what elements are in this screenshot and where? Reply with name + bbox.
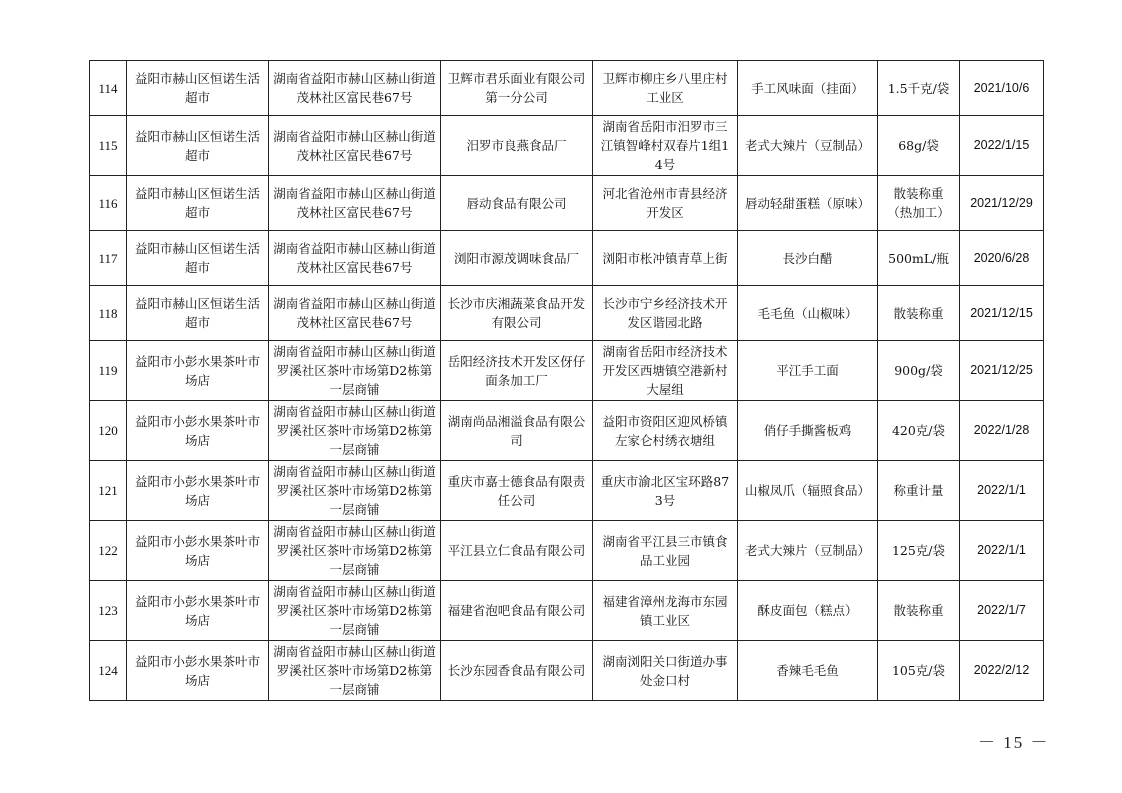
store-address: 湖南省益阳市赫山区赫山街道茂林社区富民巷67号 [269, 286, 441, 341]
store-address: 湖南省益阳市赫山区赫山街道茂林社区富民巷67号 [269, 116, 441, 176]
product-spec: 散装称重 [878, 286, 960, 341]
product-spec: 散装称重（热加工） [878, 176, 960, 231]
manufacturer-name: 汨罗市良燕食品厂 [441, 116, 593, 176]
manufacturer-name: 浏阳市源茂调味食品厂 [441, 231, 593, 286]
store-name: 益阳市赫山区恒诺生活超市 [127, 286, 269, 341]
production-date: 2022/1/7 [960, 581, 1044, 641]
sampling-results-table [89, 60, 1044, 701]
store-address: 湖南省益阳市赫山区赫山街道罗溪社区茶叶市场第D2栋第一层商铺 [269, 461, 441, 521]
production-date: 2022/1/28 [960, 401, 1044, 461]
manufacturer-name: 福建省泡吧食品有限公司 [441, 581, 593, 641]
table-row [90, 461, 1044, 521]
product-spec: 68g/袋 [878, 116, 960, 176]
row-number: 120 [90, 401, 127, 461]
row-number: 115 [90, 116, 127, 176]
manufacturer-address: 湖南省岳阳市经济技术开发区西塘镇空港新村大屋组 [593, 341, 738, 401]
product-name: 毛毛鱼（山椒味） [738, 286, 878, 341]
row-number: 118 [90, 286, 127, 341]
page-number: － 15 － [978, 733, 1050, 752]
store-name: 益阳市小彭水果茶叶市场店 [127, 401, 269, 461]
store-address: 湖南省益阳市赫山区赫山街道茂林社区富民巷67号 [269, 231, 441, 286]
store-name: 益阳市小彭水果茶叶市场店 [127, 581, 269, 641]
row-number: 114 [90, 61, 127, 116]
store-name: 益阳市小彭水果茶叶市场店 [127, 521, 269, 581]
product-name: 老式大辣片（豆制品） [738, 116, 878, 176]
production-date: 2020/6/28 [960, 231, 1044, 286]
table-row [90, 341, 1044, 401]
manufacturer-address: 长沙市宁乡经济技术开发区谐园北路 [593, 286, 738, 341]
row-number: 117 [90, 231, 127, 286]
store-name: 益阳市赫山区恒诺生活超市 [127, 116, 269, 176]
store-address: 湖南省益阳市赫山区赫山街道罗溪社区茶叶市场第D2栋第一层商铺 [269, 581, 441, 641]
manufacturer-address: 湖南浏阳关口街道办事处金口村 [593, 641, 738, 701]
production-date: 2022/1/1 [960, 461, 1044, 521]
table-row [90, 231, 1044, 286]
manufacturer-name: 岳阳经济技术开发区伢仔面条加工厂 [441, 341, 593, 401]
manufacturer-address: 益阳市资阳区迎风桥镇左家仑村绣衣塘组 [593, 401, 738, 461]
product-spec: 称重计量 [878, 461, 960, 521]
product-name: 酥皮面包（糕点） [738, 581, 878, 641]
product-spec: 125克/袋 [878, 521, 960, 581]
product-spec: 500mL/瓶 [878, 231, 960, 286]
row-number: 119 [90, 341, 127, 401]
manufacturer-address: 浏阳市枨冲镇青草上街 [593, 231, 738, 286]
table-row [90, 401, 1044, 461]
row-number: 122 [90, 521, 127, 581]
product-spec: 900g/袋 [878, 341, 960, 401]
table-row [90, 61, 1044, 116]
store-name: 益阳市赫山区恒诺生活超市 [127, 61, 269, 116]
manufacturer-name: 唇动食品有限公司 [441, 176, 593, 231]
product-spec: 105克/袋 [878, 641, 960, 701]
manufacturer-address: 湖南省平江县三市镇食品工业园 [593, 521, 738, 581]
store-address: 湖南省益阳市赫山区赫山街道茂林社区富民巷67号 [269, 176, 441, 231]
table-row [90, 116, 1044, 176]
product-spec: 散装称重 [878, 581, 960, 641]
production-date: 2022/1/15 [960, 116, 1044, 176]
product-name: 香辣毛毛鱼 [738, 641, 878, 701]
manufacturer-name: 平江县立仁食品有限公司 [441, 521, 593, 581]
store-address: 湖南省益阳市赫山区赫山街道罗溪社区茶叶市场第D2栋第一层商铺 [269, 341, 441, 401]
product-spec: 1.5千克/袋 [878, 61, 960, 116]
store-name: 益阳市小彭水果茶叶市场店 [127, 341, 269, 401]
row-number: 124 [90, 641, 127, 701]
store-name: 益阳市赫山区恒诺生活超市 [127, 176, 269, 231]
table-row [90, 641, 1044, 701]
product-name: 手工风味面（挂面） [738, 61, 878, 116]
store-name: 益阳市小彭水果茶叶市场店 [127, 461, 269, 521]
store-name: 益阳市小彭水果茶叶市场店 [127, 641, 269, 701]
row-number: 123 [90, 581, 127, 641]
table-row [90, 521, 1044, 581]
product-name: 老式大辣片（豆制品） [738, 521, 878, 581]
manufacturer-name: 湖南尚品湘溢食品有限公司 [441, 401, 593, 461]
table-row [90, 286, 1044, 341]
product-name: 山椒凤爪（辐照食品） [738, 461, 878, 521]
product-name: 唇动轻甜蛋糕（原味） [738, 176, 878, 231]
production-date: 2021/12/15 [960, 286, 1044, 341]
manufacturer-address: 卫辉市柳庄乡八里庄村工业区 [593, 61, 738, 116]
store-address: 湖南省益阳市赫山区赫山街道罗溪社区茶叶市场第D2栋第一层商铺 [269, 641, 441, 701]
row-number: 121 [90, 461, 127, 521]
production-date: 2022/1/1 [960, 521, 1044, 581]
production-date: 2022/2/12 [960, 641, 1044, 701]
table-row [90, 176, 1044, 231]
store-address: 湖南省益阳市赫山区赫山街道罗溪社区茶叶市场第D2栋第一层商铺 [269, 521, 441, 581]
store-address: 湖南省益阳市赫山区赫山街道罗溪社区茶叶市场第D2栋第一层商铺 [269, 401, 441, 461]
manufacturer-address: 福建省漳州龙海市东园镇工业区 [593, 581, 738, 641]
store-address: 湖南省益阳市赫山区赫山街道茂林社区富民巷67号 [269, 61, 441, 116]
product-name: 長沙白醋 [738, 231, 878, 286]
production-date: 2021/10/6 [960, 61, 1044, 116]
manufacturer-name: 重庆市嘉士德食品有限责任公司 [441, 461, 593, 521]
product-name: 俏仔手撕酱板鸡 [738, 401, 878, 461]
product-spec: 420克/袋 [878, 401, 960, 461]
manufacturer-name: 长沙市庆湘蔬菜食品开发有限公司 [441, 286, 593, 341]
manufacturer-address: 重庆市渝北区宝环路873号 [593, 461, 738, 521]
manufacturer-address: 河北省沧州市青县经济开发区 [593, 176, 738, 231]
store-name: 益阳市赫山区恒诺生活超市 [127, 231, 269, 286]
table-row [90, 581, 1044, 641]
production-date: 2021/12/29 [960, 176, 1044, 231]
production-date: 2021/12/25 [960, 341, 1044, 401]
product-name: 平江手工面 [738, 341, 878, 401]
manufacturer-name: 长沙东园香食品有限公司 [441, 641, 593, 701]
row-number: 116 [90, 176, 127, 231]
manufacturer-name: 卫辉市君乐面业有限公司第一分公司 [441, 61, 593, 116]
manufacturer-address: 湖南省岳阳市汨罗市三江镇智峰村双春片1组14号 [593, 116, 738, 176]
